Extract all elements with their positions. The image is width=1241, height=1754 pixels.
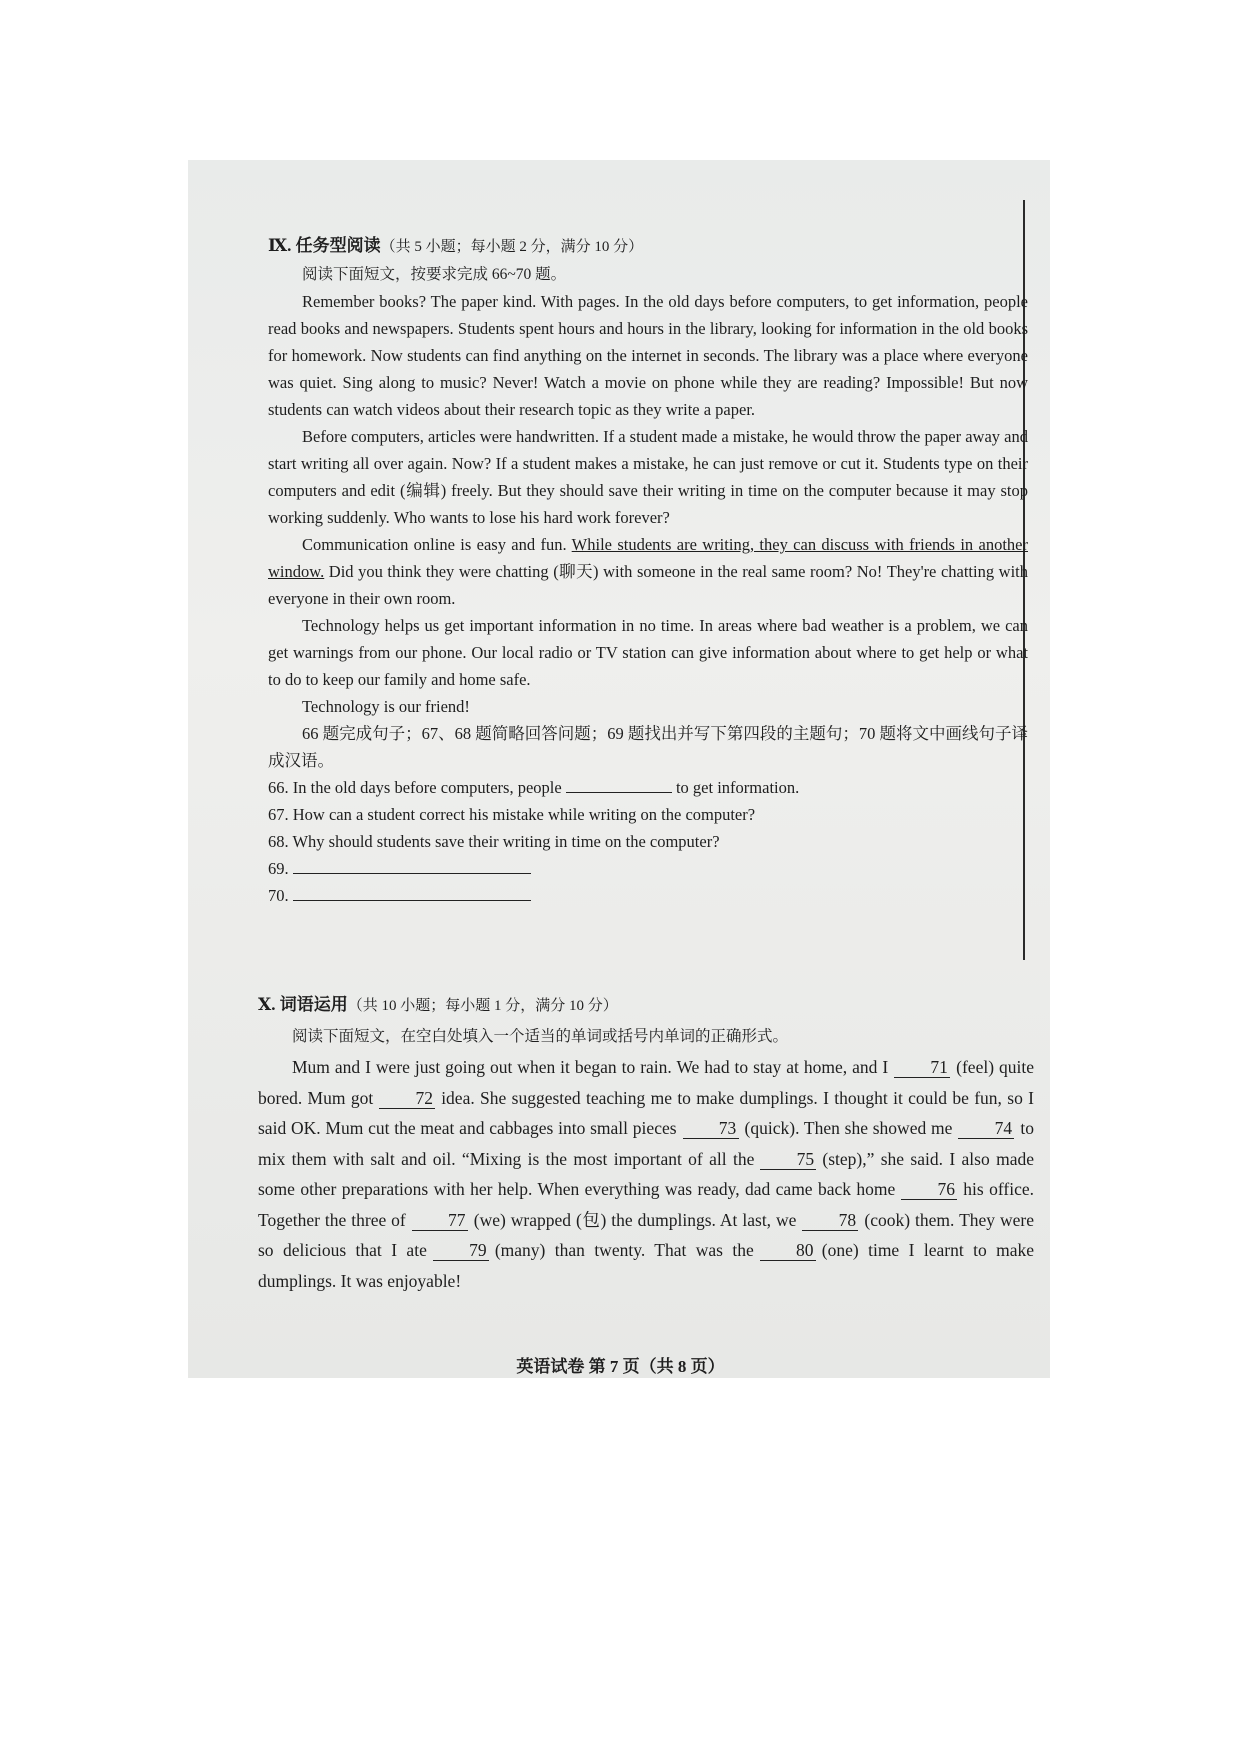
q70-number: 70. bbox=[268, 886, 289, 905]
cloze-text: idea. She suggested teaching me to make dumplings. I thought it could be fun, so I said OK. Mum cut the meat and cabbages into small pieces bbox=[258, 1087, 1034, 1138]
q66-text-b: to get information. bbox=[675, 778, 800, 797]
answer-blank-66[interactable] bbox=[566, 774, 672, 793]
cloze-text: (quick). Then she showed me bbox=[744, 1118, 953, 1138]
task-instruction: 66 题完成句子；67、68 题简略回答问题；69 题找出并写下第四段的主题句；70 题将文中画线句子译成汉语。 bbox=[268, 724, 1028, 770]
passage-paragraph-1: Remember books? The paper kind. With pages. In the old days before computers, to get information, people read books and newspapers. Students spent hours and hours in the library, looking for information in the old books for homework. Now students can find anything on the internet in seconds. The library was a place where everyone was quiet. Sing along to music? Never! Watch a movie on phone while they are reading? Impossible! But now students can watch videos about their research topic as they write a paper. bbox=[268, 292, 1028, 419]
section-9-instruction: 阅读下面短文，按要求完成 66~70 题。 bbox=[302, 266, 567, 283]
cloze-blank-71[interactable]: 71 bbox=[894, 1057, 950, 1078]
section-10-instruction: 阅读下面短文，在空白处填入一个适当的单词或括号内单词的正确形式。 bbox=[292, 1027, 789, 1045]
question-70 bbox=[268, 882, 1028, 909]
passage-paragraph-5: Technology is our friend! bbox=[302, 697, 470, 716]
passage-paragraph-3 bbox=[268, 531, 1028, 612]
cloze-text: to mix them with salt and oil. “Mixing is the most important of all the bbox=[258, 1118, 1034, 1169]
q69-number: 69. bbox=[268, 859, 289, 878]
p3-text-b: Did you think they were chatting (聊天) with someone in the real same room? No! They're chatting with everyone in their own room. bbox=[268, 562, 1028, 608]
cloze-blank-75[interactable]: 75 bbox=[760, 1149, 816, 1170]
underlined-sentence: While students are writing, they can discuss with friends in another window. bbox=[268, 535, 1028, 581]
cloze-blank-79[interactable]: 79 bbox=[433, 1240, 489, 1261]
section-9 bbox=[268, 232, 1028, 909]
section-9-heading bbox=[268, 232, 1028, 261]
passage-paragraph-4: Technology helps us get important information in no time. In areas where bad weather is a problem, we can get warnings from our phone. Our local radio or TV station can give information about where to get help or what to do to keep our family and home safe. bbox=[268, 616, 1028, 689]
section-10-title: Ⅹ. 词语运用 bbox=[258, 995, 348, 1014]
q66-text-a: 66. In the old days before computers, people bbox=[268, 778, 562, 797]
page-footer: 英语试卷 第 7 页（共 8 页） bbox=[516, 1357, 725, 1376]
question-67: 67. How can a student correct his mistake while writing on the computer? bbox=[268, 805, 756, 824]
section-9-note: （共 5 小题；每小题 2 分，满分 10 分） bbox=[380, 239, 644, 255]
question-69 bbox=[268, 855, 1028, 882]
cloze-blank-73[interactable]: 73 bbox=[683, 1118, 739, 1139]
cloze-blank-78[interactable]: 78 bbox=[802, 1210, 858, 1231]
cloze-text: Mum and I were just going out when it began to rain. We had to stay at home, and I bbox=[292, 1057, 889, 1077]
answer-blank-70[interactable] bbox=[293, 882, 531, 901]
cloze-blank-76[interactable]: 76 bbox=[901, 1179, 957, 1200]
cloze-text: his office. Together the three of bbox=[258, 1179, 1034, 1230]
section-10 bbox=[258, 990, 1034, 1296]
p3-text-a: Communication online is easy and fun. bbox=[302, 535, 572, 554]
cloze-text: (step),” she said. I also made some other preparations with her help. When everything was ready, dad came back home bbox=[258, 1148, 1034, 1199]
cloze-blank-72[interactable]: 72 bbox=[379, 1088, 435, 1109]
question-68: 68. Why should students save their writing in time on the computer? bbox=[268, 832, 720, 851]
cloze-text: (many) than twenty. That was the bbox=[494, 1240, 754, 1260]
passage-paragraph-2: Before computers, articles were handwritten. If a student made a mistake, he would throw the paper away and start writing all over again. Now? If a student makes a mistake, he can just remove or cut it. Students type on their computers and edit (编辑) freely. But they should save their writing in time on the computer because it may stop working suddenly. Who wants to lose his hard work forever? bbox=[268, 427, 1028, 527]
section-10-heading bbox=[258, 990, 1034, 1022]
answer-blank-69[interactable] bbox=[293, 855, 531, 874]
section-9-title: Ⅸ. 任务型阅读 bbox=[268, 236, 381, 255]
cloze-text: (feel) quite bored. Mum got bbox=[258, 1057, 1034, 1108]
cloze-blank-74[interactable]: 74 bbox=[958, 1118, 1014, 1139]
question-66 bbox=[268, 774, 1028, 801]
cloze-passage bbox=[258, 1052, 1034, 1296]
cloze-blank-77[interactable]: 77 bbox=[412, 1210, 468, 1231]
cloze-text: (one) time I learnt to make dumplings. It was enjoyable! bbox=[258, 1240, 1034, 1291]
cloze-text: (cook) them. They were so delicious that I ate bbox=[258, 1209, 1034, 1260]
section-10-note: （共 10 小题；每小题 1 分，满分 10 分） bbox=[347, 998, 618, 1014]
cloze-text: (we) wrapped (包) the dumplings. At last, we bbox=[473, 1209, 797, 1230]
cloze-blank-80[interactable]: 80 bbox=[760, 1240, 816, 1261]
